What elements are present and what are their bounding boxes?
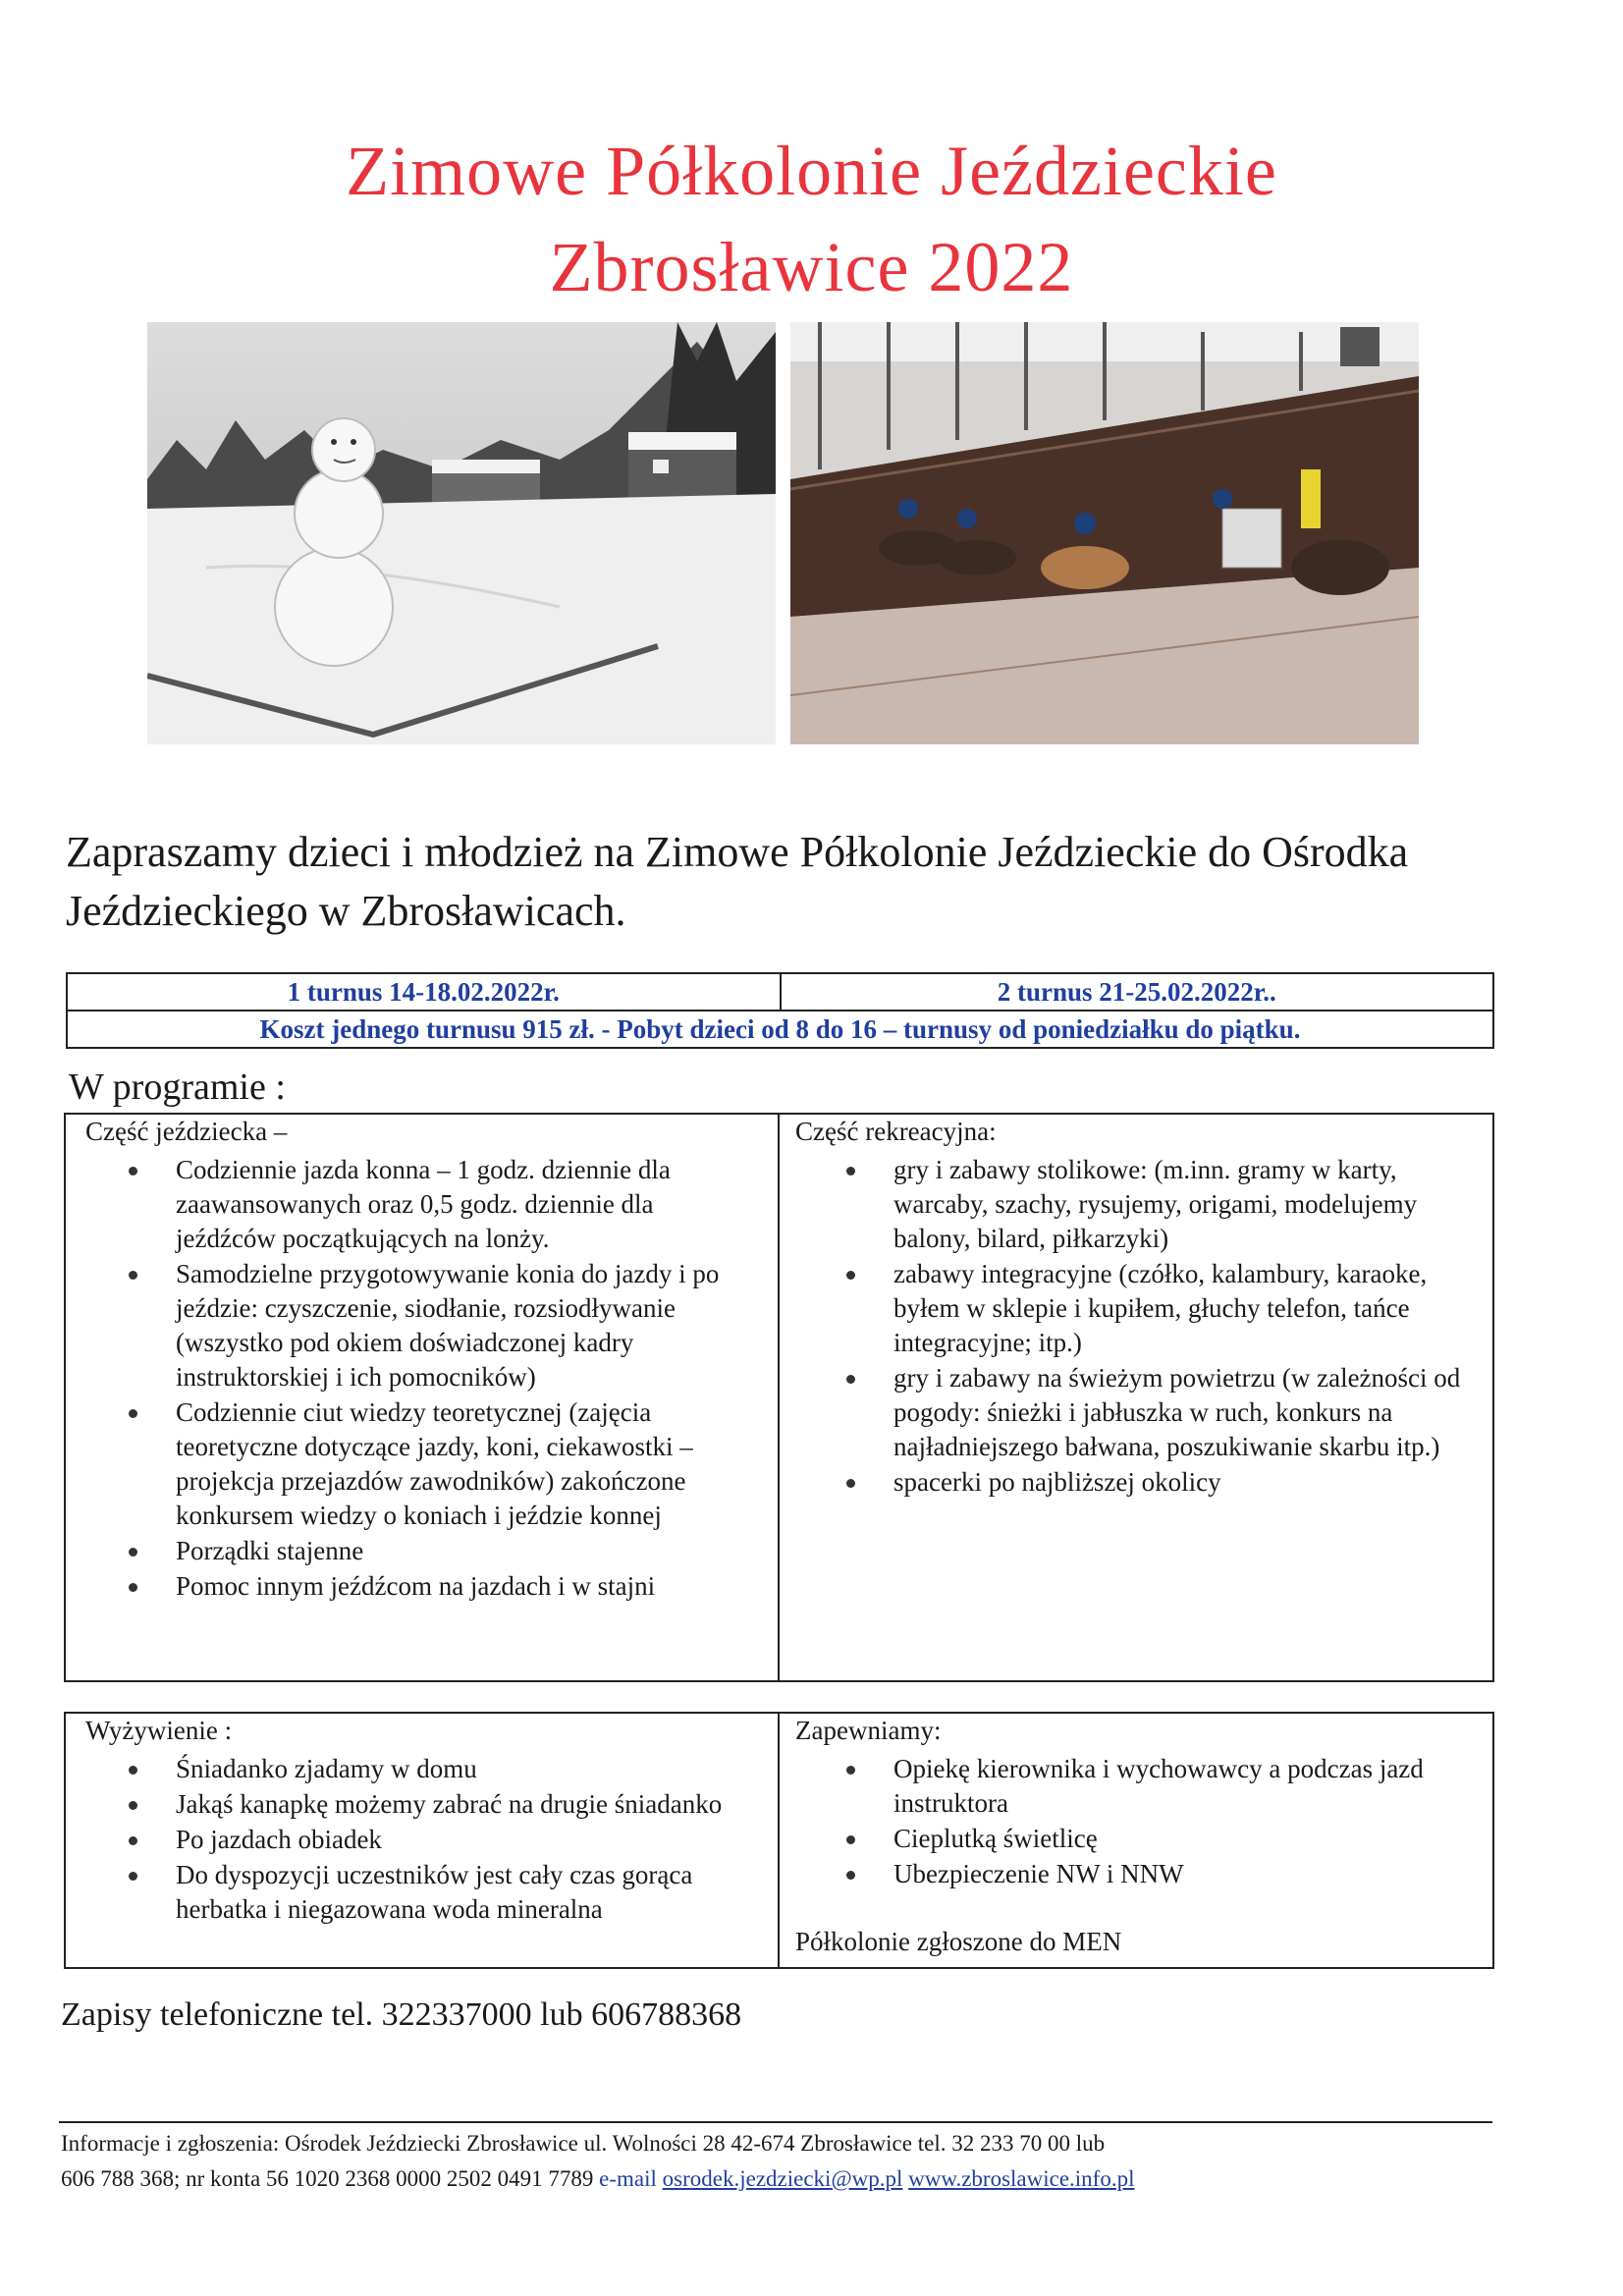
food-list: [85, 1752, 758, 1927]
bullet-icon: [129, 1409, 137, 1418]
bullet-icon: [846, 1167, 855, 1175]
list-item: Codziennie jazda konna – 1 godz. dziennie dla zaawansowanych oraz 0,5 godz. dziennie dla jeźdźców początkujących na lonży.: [85, 1153, 758, 1256]
list-item: Samodzielne przygotowywanie konia do jazdy i po jeździe: czyszczenie, siodłanie, rozsiodływanie (wszystko pod okiem doświadczonej kadry instruktorskiej i ich pomocników): [85, 1257, 758, 1394]
bullet-icon: [129, 1766, 137, 1775]
bullet-icon: [129, 1801, 137, 1810]
list-item: gry i zabawy stolikowe: (m.inn. gramy w karty, warcaby, szachy, rysujemy, origami, modelujemy balony, bilard, piłkarzyki): [795, 1153, 1473, 1256]
list-item: Porządki stajenne: [85, 1534, 758, 1568]
bullet-icon: [846, 1479, 855, 1488]
list-item: Po jazdach obiadek: [85, 1823, 758, 1857]
bullet-icon: [129, 1583, 137, 1592]
list-item: Jakąś kanapkę możemy zabrać na drugie śniadanko: [85, 1787, 758, 1822]
phones-line: Zapisy telefoniczne tel. 322337000 lub 606788368: [61, 1996, 742, 2033]
bullet-icon: [846, 1271, 855, 1280]
footer-divider: [59, 2121, 1492, 2123]
provide-section: [795, 1714, 1473, 1959]
food-section: [85, 1714, 758, 1928]
riding-hall-photo: [790, 322, 1419, 744]
footer-account: 606 788 368; nr konta 56 1020 2368 0000 2502 0491 7789: [61, 2166, 594, 2191]
page-title-line2: Zbrosławice 2022: [549, 228, 1074, 306]
riding-list: [85, 1153, 758, 1604]
provide-list: [795, 1752, 1473, 1891]
riding-section-head: Część jeździecka –: [85, 1117, 288, 1146]
list-item: gry i zabawy na świeżym powietrzu (w zależności od pogody: śnieżki i jabłuszka w ruch, konkurs na najładniejszego bałwana, poszukiwanie skarbu itp.): [795, 1361, 1473, 1464]
list-item: Pomoc innym jeźdźcom na jazdach i w stajni: [85, 1569, 758, 1604]
footer-line1: Informacje i zgłoszenia: Ośrodek Jeździecki Zbrosławice ul. Wolności 28 42-674 Zbrosławice tel. 32 233 70 00 lub: [61, 2131, 1106, 2156]
list-item: Opiekę kierownika i wychowawcy a podczas jazd instruktora: [795, 1752, 1473, 1821]
page-title-line1: Zimowe Półkolonie Jeździeckie: [346, 132, 1277, 210]
bullet-icon: [129, 1836, 137, 1845]
footer-line2: [61, 2161, 1504, 2197]
provide-section-head: Zapewniamy:: [795, 1716, 942, 1745]
footer: [61, 2126, 1504, 2197]
turnus-table: [66, 972, 1494, 1049]
list-item: Do dyspozycji uczestników jest cały czas gorąca herbatka i niegazowana woda mineralna: [85, 1858, 758, 1927]
bullet-icon: [846, 1375, 855, 1384]
bullet-icon: [846, 1766, 855, 1775]
recreation-list: [795, 1153, 1473, 1500]
list-item: Ubezpieczenie NW i NNW: [795, 1857, 1473, 1891]
bullet-icon: [129, 1872, 137, 1881]
turnus-cost: Koszt jednego turnusu 915 zł. - Pobyt dzieci od 8 do 16 – turnusy od poniedziałku do piątku.: [67, 1011, 1493, 1048]
turnus-1: 1 turnus 14-18.02.2022r.: [67, 973, 781, 1011]
snowman-winter-photo: [147, 322, 776, 744]
intro-text: Zapraszamy dzieci i młodzież na Zimowe Półkolonie Jeździeckie do Ośrodka Jeździeckiego w Zbrosławicach.: [66, 828, 1409, 935]
bullet-icon: [129, 1271, 137, 1280]
recreation-section-head: Część rekreacyjna:: [795, 1117, 997, 1146]
list-item: Śniadanko zjadamy w domu: [85, 1752, 758, 1786]
riding-section: [85, 1115, 758, 1605]
bullet-icon: [846, 1871, 855, 1880]
recreation-section: [795, 1115, 1473, 1501]
footer-email-label: e-mail: [599, 2166, 657, 2191]
men-note: Półkolonie zgłoszone do MEN: [795, 1927, 1122, 1956]
website-link[interactable]: www.zbroslawice.info.pl: [908, 2166, 1135, 2191]
bullet-icon: [129, 1167, 137, 1175]
turnus-2: 2 turnus 21-25.02.2022r..: [781, 973, 1494, 1011]
list-item: Cieplutką świetlicę: [795, 1822, 1473, 1856]
program-label: W programie :: [69, 1066, 286, 1108]
email-link[interactable]: osrodek.jezdziecki@wp.pl: [662, 2166, 903, 2191]
list-item: spacerki po najbliższej okolicy: [795, 1465, 1473, 1500]
food-section-head: Wyżywienie :: [85, 1716, 233, 1745]
bullet-icon: [129, 1548, 137, 1557]
list-item: zabawy integracyjne (czółko, kalambury, karaoke, byłem w sklepie i kupiłem, głuchy telefon, tańce integracyjne; itp.): [795, 1257, 1473, 1360]
list-item: Codziennie ciut wiedzy teoretycznej (zajęcia teoretyczne dotyczące jazdy, koni, ciekawostki – projekcja przejazdów zawodników) zakończone konkursem wiedzy o koniach i jeździe konnej: [85, 1395, 758, 1533]
bullet-icon: [846, 1835, 855, 1844]
